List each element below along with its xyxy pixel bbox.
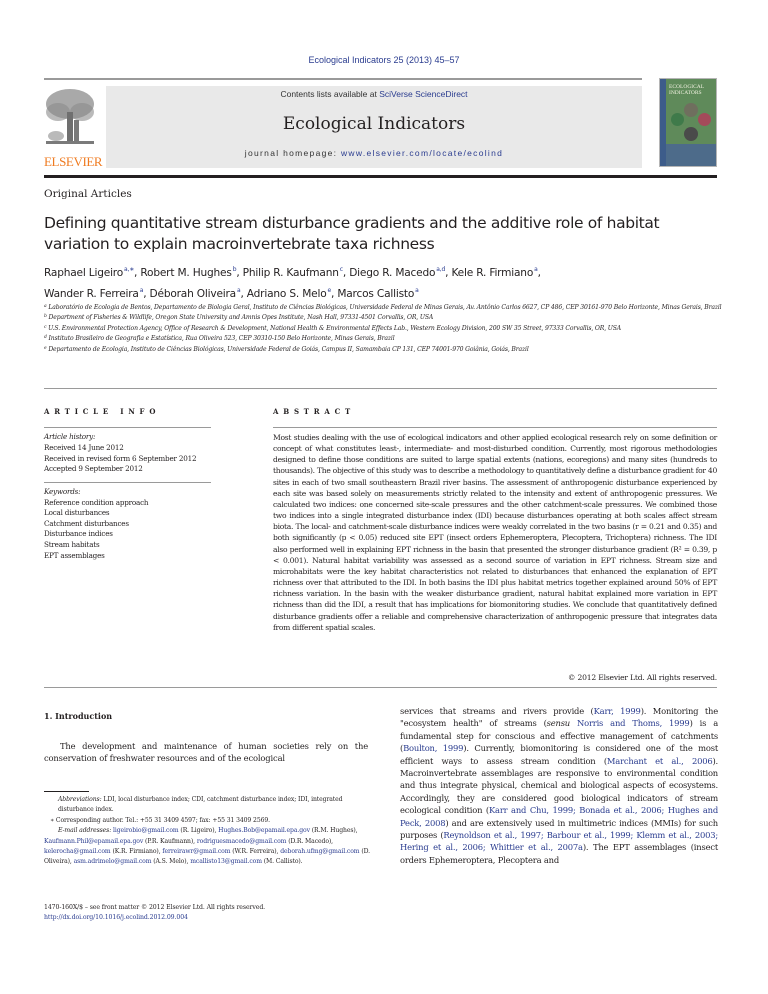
keyword: Reference condition approach <box>44 497 149 507</box>
affiliation: $^d$ Instituto Brasileiro de Geografia e Estatística, Rua Oliveira 523, CEP 30310-150 Belo Horizonte, Minas Gerais, Brazil <box>44 335 395 343</box>
citation-link[interactable]: Boulton, 1999 <box>403 743 464 754</box>
abstract-heading: ABSTRACT <box>273 407 356 416</box>
journal-title: Ecological Indicators <box>282 114 466 134</box>
history-item: Received 14 June 2012 <box>44 442 124 452</box>
keywords <box>44 487 224 561</box>
corresponding-author-footnote: ∗ Corresponding author. Tel.: +55 31 3409 4597; fax: +55 31 3409 2569. <box>50 816 270 824</box>
elsevier-tree-icon <box>44 86 96 152</box>
citation-link[interactable]: Ecological Indicators 25 (2013) 45–57 <box>308 55 460 65</box>
email-link[interactable]: deborah.ufmg@gmail.com <box>280 848 360 856</box>
footnote-divider <box>44 791 89 792</box>
email-link[interactable]: mcallisto13@gmail.com <box>190 858 262 866</box>
history-label: Article history: <box>44 432 96 441</box>
cover-photo-icon <box>671 113 684 126</box>
elsevier-wordmark: ELSEVIER <box>44 154 103 169</box>
affiliation: $^b$ Department of Fisheries & Wildlife, Oregon State University and Amnis Opes Institute, Nash Hall, 97331-4501 Corvallis, OR, USA <box>44 314 434 322</box>
journal-homepage: journal homepage: www.elsevier.com/locate/ecolind <box>244 148 504 158</box>
article-info-heading: ARTICLE INFO <box>44 407 161 416</box>
email-footnote: E-mail addresses: ligeirobio@gmail.com (R. Ligeiro), Hughes.Bob@epamail.epa.gov (R.M. Hughes), Kaufmann.Phil@epamail.epa.gov (P.R. Kaufmann), rodriguesmacedo@gmail.com (D.R. Macedo), kelerocha@gmail.com (K.R. Firmiano), ferreirawr@gmail.com (W.R. Ferreira), deborah.ufmg@gmail.com (D. Oliveira), asm.adrimelo@gmail.com (A.S. Melo), mcallisto13@gmail.com (M. Callisto). <box>44 827 371 866</box>
cover-footer <box>666 144 716 166</box>
author[interactable]: Philip R. Kaufmann$^c$ <box>242 266 343 279</box>
keywords-label: Keywords: <box>44 487 81 496</box>
issn-line: 1470-160X/$ – see front matter © 2012 Elsevier Ltd. All rights reserved. <box>44 904 266 911</box>
citation-link[interactable]: Karr and Chu, 1999; Bonada et al., 2006; Hughes and Peck, 2008 <box>400 805 718 828</box>
keyword: Local disturbances <box>44 508 110 518</box>
body-text-right: services that streams and rivers provide (Karr, 1999). Monitoring the "ecosystem health" of streams (sensu Norris and Thoms, 1999) is a fundamental step for conscious and effective management of catchments (Boulton, 1999). Currently, biomonitoring is considered one of the most efficient ways to assess stream condition (Marchant et al., 2006). Macroinvertebrate assemblages are responsive to environmental condition and thus integrate physical, chemical and biological aspects of ecosystems. Accordingly, they are considered good biological indicators of stream ecological condition (Karr and Chu, 1999; Bonada et al., 2006; Hughes and Peck, 2008) and are extensively used in multimetric indices (MMIs) for such purposes (Reynoldson et al., 1997; Barbour et al., 1999; Klemm et al., 2003; Hering et al., 2006; Whittier et al., 2007a). The EPT assemblages (insect orders Ephemeroptera, Plecoptera and <box>400 706 719 865</box>
divider <box>44 78 642 80</box>
cover-photo-icon <box>698 113 711 126</box>
email-link[interactable]: Kaufmann.Phil@epamail.epa.gov <box>44 837 144 845</box>
homepage-link[interactable]: www.elsevier.com/locate/ecolind <box>340 148 504 158</box>
email-link[interactable]: kelerocha@gmail.com <box>44 848 111 856</box>
contents-line: Contents lists available at SciVerse ScienceDirect <box>280 89 468 99</box>
author[interactable]: Diego R. Macedo$^{a,d}$ <box>349 266 446 279</box>
article-category: Original Articles <box>44 188 132 200</box>
header-divider <box>44 175 717 178</box>
doi-link[interactable]: http://dx.doi.org/10.1016/j.ecolind.2012.09.004 <box>44 914 188 922</box>
citation-link[interactable]: Karr, 1999 <box>593 706 641 716</box>
footnotes <box>44 795 374 868</box>
article-title: Defining quantitative stream disturbance gradients and the additive role of habitat variation to explain macroinvertebrate taxa richness <box>44 214 660 253</box>
email-link[interactable]: Hughes.Bob@epamail.epa.gov <box>218 827 310 835</box>
cover-photo-icon <box>684 127 698 141</box>
keyword: Catchment disturbances <box>44 518 129 528</box>
author[interactable]: Déborah Oliveira$^a$ <box>149 287 241 300</box>
elsevier-logo <box>44 86 103 170</box>
email-link[interactable]: rodriguesmacedo@gmail.com <box>196 837 287 845</box>
front-matter <box>44 903 374 924</box>
email-link[interactable]: asm.adrimelo@gmail.com <box>73 858 152 866</box>
affiliation-list <box>44 302 724 354</box>
keyword: Stream habitats <box>44 539 100 549</box>
author[interactable]: Marcos Callisto$^a$ <box>337 287 419 300</box>
journal-cover-image <box>659 78 717 167</box>
citation-link[interactable]: Marchant et al., 2006 <box>606 755 713 766</box>
author-list: Raphael Ligeiro$^{a,∗}$, Robert M. Hughes$^b$, Philip R. Kaufmann$^c$, Diego R. Macedo$^{a,d}$, Kele R. Firmiano$^a$, Wander R. Ferreira$^a$, Déborah Oliveira$^a$, Adriano S. Melo$^e$, Marcos Callisto$^a$ <box>44 266 541 300</box>
sciencedirect-link[interactable]: SciVerse ScienceDirect <box>379 89 468 99</box>
keyword: Disturbance indices <box>44 529 113 539</box>
affiliation: $^e$ Departamento de Ecologia, Instituto de Ciências Biológicas, Universidade Federal de Goiás, Campus II, Samambaia CP 131, CEP 74001-970 Goiânia, Goiás, Brazil <box>44 345 529 353</box>
abbreviations-footnote: Abbreviations: LDI, local disturbance index; CDI, catchment disturbance index; IDI, integrated disturbance index. <box>58 796 343 814</box>
divider <box>44 427 211 428</box>
history-item: Received in revised form 6 September 2012 <box>44 453 197 463</box>
cover-photo-icon <box>684 103 698 117</box>
affiliation: $^c$ U.S. Environmental Protection Agency, Office of Research & Development, National Health & Environmental Effects Lab., Western Ecology Division, 200 SW 35 Street, 97333 Corvallis, OR, USA <box>44 324 622 332</box>
divider <box>44 388 717 389</box>
affiliation: $^a$ Laboratório de Ecologia de Bentos, Departamento de Biologia Geral, Instituto de Ciências Biológicas, Universidade Federal de Minas Gerais, Av. Antônio Carlos 6627, CP 486, CEP 30161-970 Belo Horizonte, Minas Gerais, Brazil <box>44 304 722 311</box>
keyword: EPT assemblages <box>44 550 105 560</box>
abstract-text: Most studies dealing with the use of ecological indicators and other applied ecological research rely on some definition or concept of what constitutes least-, intermediate- and most-disturbed condition. Currently, most rigorous methodologies designed to define those conditions are suited to large spatial extents (nations, ecoregions) and many sites (hundreds to thousands). The objective of this study was to describe a methodology to quantitatively define a disturbance gradient for 40 sites in each of two small southeastern Brazil river basins. The assessment of anthropogenic disturbance experienced by each site was based solely on measurements strictly related to the intensity and extent of anthropogenic pressures. We calculated two indices: one concerned site-scale pressures and the other catchment-scale pressures. We combined those two indices into a single integrated disturbance index (IDI) because disturbances operating at both scales affect stream biota. The local- and catchment-scale disturbance indices were weakly correlated in the two basins (r = 0.21 and 0.35) and both significantly (p < 0.05) reduced site EPT (insect orders Ephemeroptera, Plecoptera, Trichoptera) richness. The IDI also performed well in explaining EPT richness in the basin that presented the stronger disturbance gradient (R² = 0.39, p < 0.001). Natural habitat variability was assessed as a second source of variation in EPT richness. Stream size and microhabitats were the key habitat characteristics not related to disturbances that enhanced the explanation of EPT richness over that attributed to the IDI. In both basins the IDI plus habitat metrics together explained around 50% of EPT richness variation. In the basin with the weaker disturbance gradient, natural habitat explained more variation in EPT richness than did the IDI, a result that has implications for biomonitoring studies. We conclude that quantitatively defined disturbance gradients offer a reliable and comprehensive characterization of anthropogenic pressure that integrates data from different spatial scales. <box>273 433 717 632</box>
journal-masthead <box>106 86 642 168</box>
copyright: © 2012 Elsevier Ltd. All rights reserved. <box>567 673 717 682</box>
history-item: Accepted 9 September 2012 <box>44 464 143 474</box>
section-heading-introduction: 1. Introduction <box>44 711 113 721</box>
body-text-left: The development and maintenance of human societies rely on the conservation of freshwater resources and of the ecological <box>44 741 368 764</box>
journal-citation[interactable] <box>0 55 768 65</box>
citation-link[interactable]: Reynoldson et al., 1997; Barbour et al., 1999; Klemm et al., 2003; Hering et al., 2006; Whittier et al., 2007a <box>400 830 719 853</box>
divider <box>44 482 211 483</box>
divider <box>44 687 717 688</box>
citation-link[interactable]: Norris and Thoms, 1999 <box>570 718 690 729</box>
divider <box>273 427 717 428</box>
email-link[interactable]: ferreirawr@gmail.com <box>162 848 231 856</box>
email-link[interactable]: ligeirobio@gmail.com <box>113 827 179 835</box>
author[interactable]: Kele R. Firmiano$^a$ <box>451 266 538 279</box>
author[interactable]: Robert M. Hughes$^b$ <box>140 266 237 279</box>
author[interactable]: Wander R. Ferreira$^a$ <box>44 287 144 300</box>
author[interactable]: Raphael Ligeiro$^{a,∗}$ <box>44 266 135 279</box>
cover-title: ECOLOGICAL INDICATORS <box>669 84 705 96</box>
article-history <box>44 432 224 475</box>
author[interactable]: Adriano S. Melo$^e$ <box>246 287 331 300</box>
